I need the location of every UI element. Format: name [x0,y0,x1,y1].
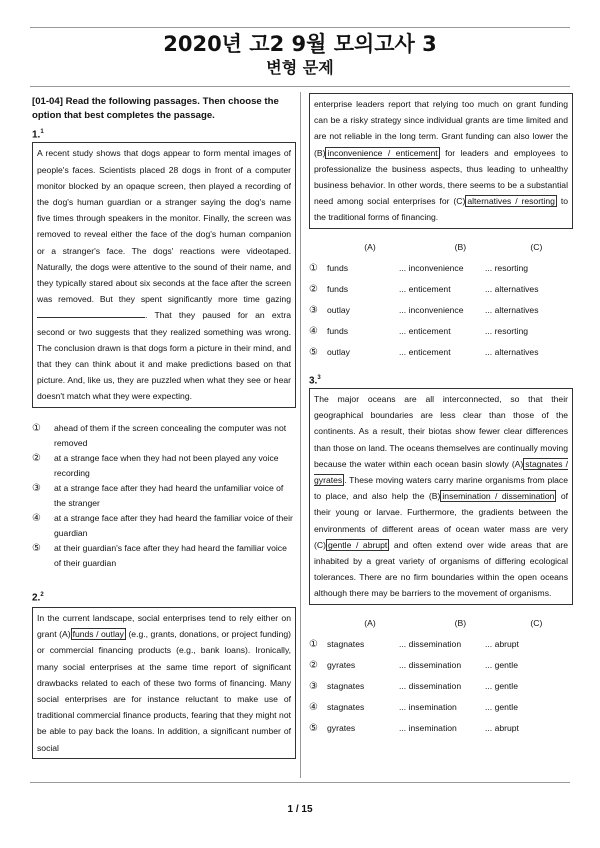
choice-box-b: insemination / dissemination [442,491,555,502]
question-3-number: 3.$^3$ [309,374,321,386]
top-rule [30,27,570,28]
question-1-passage: A recent study shows that dogs appear to form mental images of people's faces. Scientists placed 28 dogs in front of a computer monitor blocked by an opaque screen, then played a recording of the dog's human guardian or a stranger saying the dog's name five times through speakers in the monitor. Finally, the screen was removed to reveal either the face of the dog's human companion or a stranger's face. The dogs' reactions were videotaped. Naturally, the dogs were attentive to the sound of their name, and they typically stared about six seconds at the face after the screen was removed. But they spent significantly more time gazing . That they paused for an extra second or two suggests that they realized something was wrong. The conclusion drawn is that dogs form a picture in their mind, and that they can think about it and make predictions based on that picture. And, like us, they are puzzled when what they see or hear doesn't match what they were expecting. [32,142,296,407]
table-row[interactable]: ② funds ... enticement ... alternatives [309,283,539,295]
table-header: (A) (B) (C) [364,617,543,628]
table-row[interactable]: ① stagnates ... dissemination ... abrupt [309,638,519,650]
page-number: 1 / 15 [287,804,313,815]
column-divider [300,92,301,778]
table-row[interactable]: ④ stagnates ... insemination ... gentle [309,701,518,713]
choice-box-b: inconvenience / enticement [327,147,438,158]
answer-blank [37,309,145,318]
table-row[interactable]: ③ stagnates ... dissemination ... gentle [309,680,518,692]
option-5[interactable]: ⑤ at their guardian's face after they had heard the familiar voice of their guardian [32,542,287,568]
choice-box-a: funds / outlay [72,629,124,640]
header-rule [30,86,570,87]
table-header: (A) (B) (C) [364,241,543,252]
option-3[interactable]: ③ at a strange face after they had heard the unfamiliar voice of the stranger [32,482,284,508]
choice-box-c: alternatives / resorting [467,196,555,207]
question-2-passage-part-2: enterprise leaders report that relying too much on grant funding can be a risky strategy since individual grants are time limited and are not reliable in the long term. Grant funding can also lower the (B) inconvenience / enticement for leaders and employees to professionalize the business aspects, thus leading to unhealthy business behavior. In other words, there seems to be a substantial need among social enterprises for (C) alternatives / resorting to the traditional forms of financing. [309,93,573,229]
table-row[interactable]: ② gyrates ... dissemination ... gentle [309,659,518,671]
table-row[interactable]: ⑤ gyrates ... insemination ... abrupt [309,722,519,734]
option-2[interactable]: ② at a strange face when they had not been played any voice recording [32,452,279,478]
question-1-number: 1.$^1$ [32,129,44,141]
choice-box-c: gentle / abrupt [327,539,388,550]
question-3-answer-table [309,613,573,739]
option-1[interactable]: ① ahead of them if the screen concealing the computer was not removed [32,422,287,448]
right-column [309,93,573,739]
table-row[interactable]: ④ funds ... enticement ... resorting [309,325,528,337]
left-column [32,95,296,759]
table-row[interactable]: ① funds ... inconvenience ... resorting [309,262,528,274]
question-2-passage-part-1: In the current landscape, social enterprises tend to rely either on grant (A) funds / outlay (e.g., grants, donations, or project funding) or commercial financing products (e.g., bank loans). Ironically, many social enterprises at the same time report of significant drawbacks related to each of these two forms of financing. Many social enterprises are for instance reluctant to make use of traditional commercial finance products, fearing that they might not be able to pay back the loans. In addition, a significant number of social [32,607,296,759]
table-row[interactable]: ③ outlay ... inconvenience ... alternatives [309,304,539,316]
question-2-number: 2.$^2$ [32,591,44,603]
choice-box-a: stagnates / gyrates [314,458,568,485]
option-4[interactable]: ④ at a strange face after they had heard the familiar voice of their guardian [32,512,293,538]
page-title: 2020년 고2 9월 모의고사 3 [163,32,437,56]
page-subtitle: 변형 문제 [266,58,334,77]
table-row[interactable]: ⑤ outlay ... enticement ... alternatives [309,346,539,358]
question-1-options [32,421,296,571]
question-3-passage: The major oceans are all interconnected, so that their geographical boundaries are less clear than those of the continents. As a result, their biotas show fewer clear differences than those on land. The oceans themselves are continually moving because the water within each ocean basin slowly (A) stagnates / gyrates . These moving waters carry marine organisms from place to place, and also help the (B) insemination / dissemination of their young or larvae. Furthermore, the gradients between the environments of different areas of ocean water mass are very (C) gentle / abrupt and often extend over wide areas that are inhabited by a great variety of organisms of differing ecological tolerances. There are no firm boundaries within the open oceans although there may be barriers to the movement of organisms. [309,388,573,605]
question-2-answer-table [309,237,573,363]
footer-rule [30,782,570,783]
instructions: [01-04] Read the following passages. Then choose the option that best completes the passage. [32,96,279,121]
